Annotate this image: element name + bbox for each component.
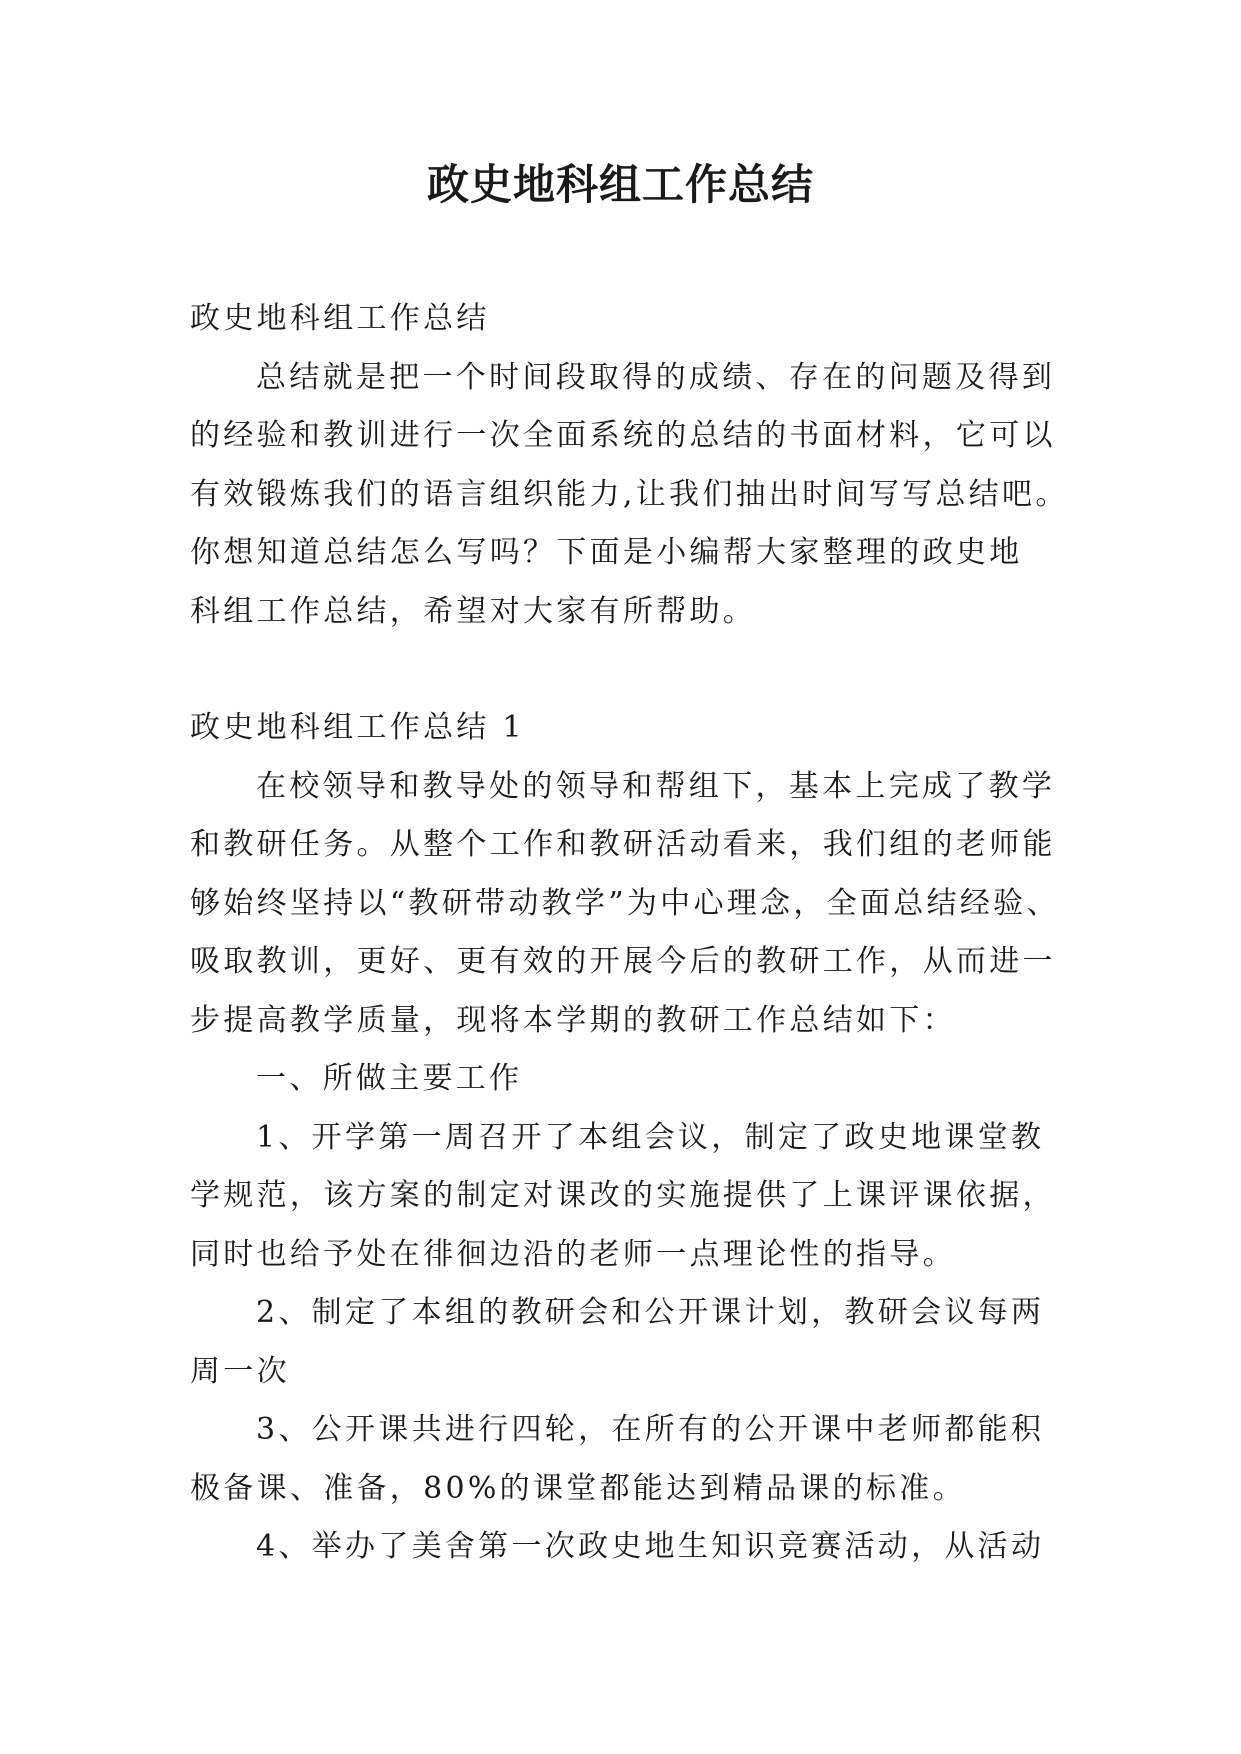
- intro-heading: 政史地科组工作总结: [190, 301, 490, 336]
- text-line: 在校领导和教导处的领导和帮组下，基本上完成了教学: [256, 768, 1056, 804]
- text-line: 的经验和教训进行一次全面系统的总结的书面材料，它可以: [190, 418, 1056, 453]
- text-line: 极备课、准备，80%的课堂都能达到精品课的标准。: [190, 1470, 966, 1506]
- intro-paragraph: [190, 349, 1069, 642]
- text-line: 和教研任务。从整个工作和教研活动看来，我们组的老师能: [190, 827, 1056, 862]
- section-paragraph: [190, 758, 1060, 1051]
- text-line: 同时也给予处在徘徊边沿的老师一点理论性的指导。: [190, 1236, 956, 1272]
- text-line: 吸取教训，更好、更有效的开展今后的教研工作，从而进一: [190, 944, 1056, 979]
- text-line: 2、制定了本组的教研会和公开课计划，教研会议每两: [256, 1295, 1045, 1330]
- text-line: 科组工作总结，希望对大家有所帮助。: [190, 593, 757, 629]
- text-line: 够始终坚持以“教研带动教学”为中心理念，全面总结经验、: [190, 885, 1060, 921]
- text-line: 周一次: [190, 1353, 290, 1389]
- text-line: 3、公开课共进行四轮，在所有的公开课中老师都能积: [256, 1412, 1045, 1447]
- list-item: [190, 1284, 1050, 1401]
- section-spacer: [190, 641, 1050, 699]
- document-title: 政史地科组工作总结: [426, 160, 814, 209]
- document-body: [190, 290, 1069, 1577]
- text-line: 4、举办了美舍第一次政史地生知识竞赛活动，从活动: [256, 1529, 1045, 1564]
- text-line: 你想知道总结怎么写吗？下面是小编帮大家整理的政史地: [190, 535, 1023, 570]
- text-line: 有效锻炼我们的语言组织能力,让我们抽出时间写写总结吧。: [190, 476, 1069, 512]
- list-item: [190, 1401, 1050, 1518]
- text-line: 步提高教学质量，现将本学期的教研工作总结如下：: [190, 1002, 956, 1038]
- section-subheading: 一、所做主要工作: [256, 1061, 523, 1096]
- list-item: [190, 1109, 1056, 1285]
- section-heading: 政史地科组工作总结 1: [190, 710, 525, 745]
- text-line: 学规范，该方案的制定对课改的实施提供了上课评课依据，: [190, 1178, 1056, 1213]
- list-item: [190, 1518, 1050, 1577]
- text-line: 总结就是把一个时间段取得的成绩、存在的问题及得到: [256, 359, 1056, 395]
- text-line: 1、开学第一周召开了本组会议，制定了政史地课堂教: [256, 1119, 1045, 1155]
